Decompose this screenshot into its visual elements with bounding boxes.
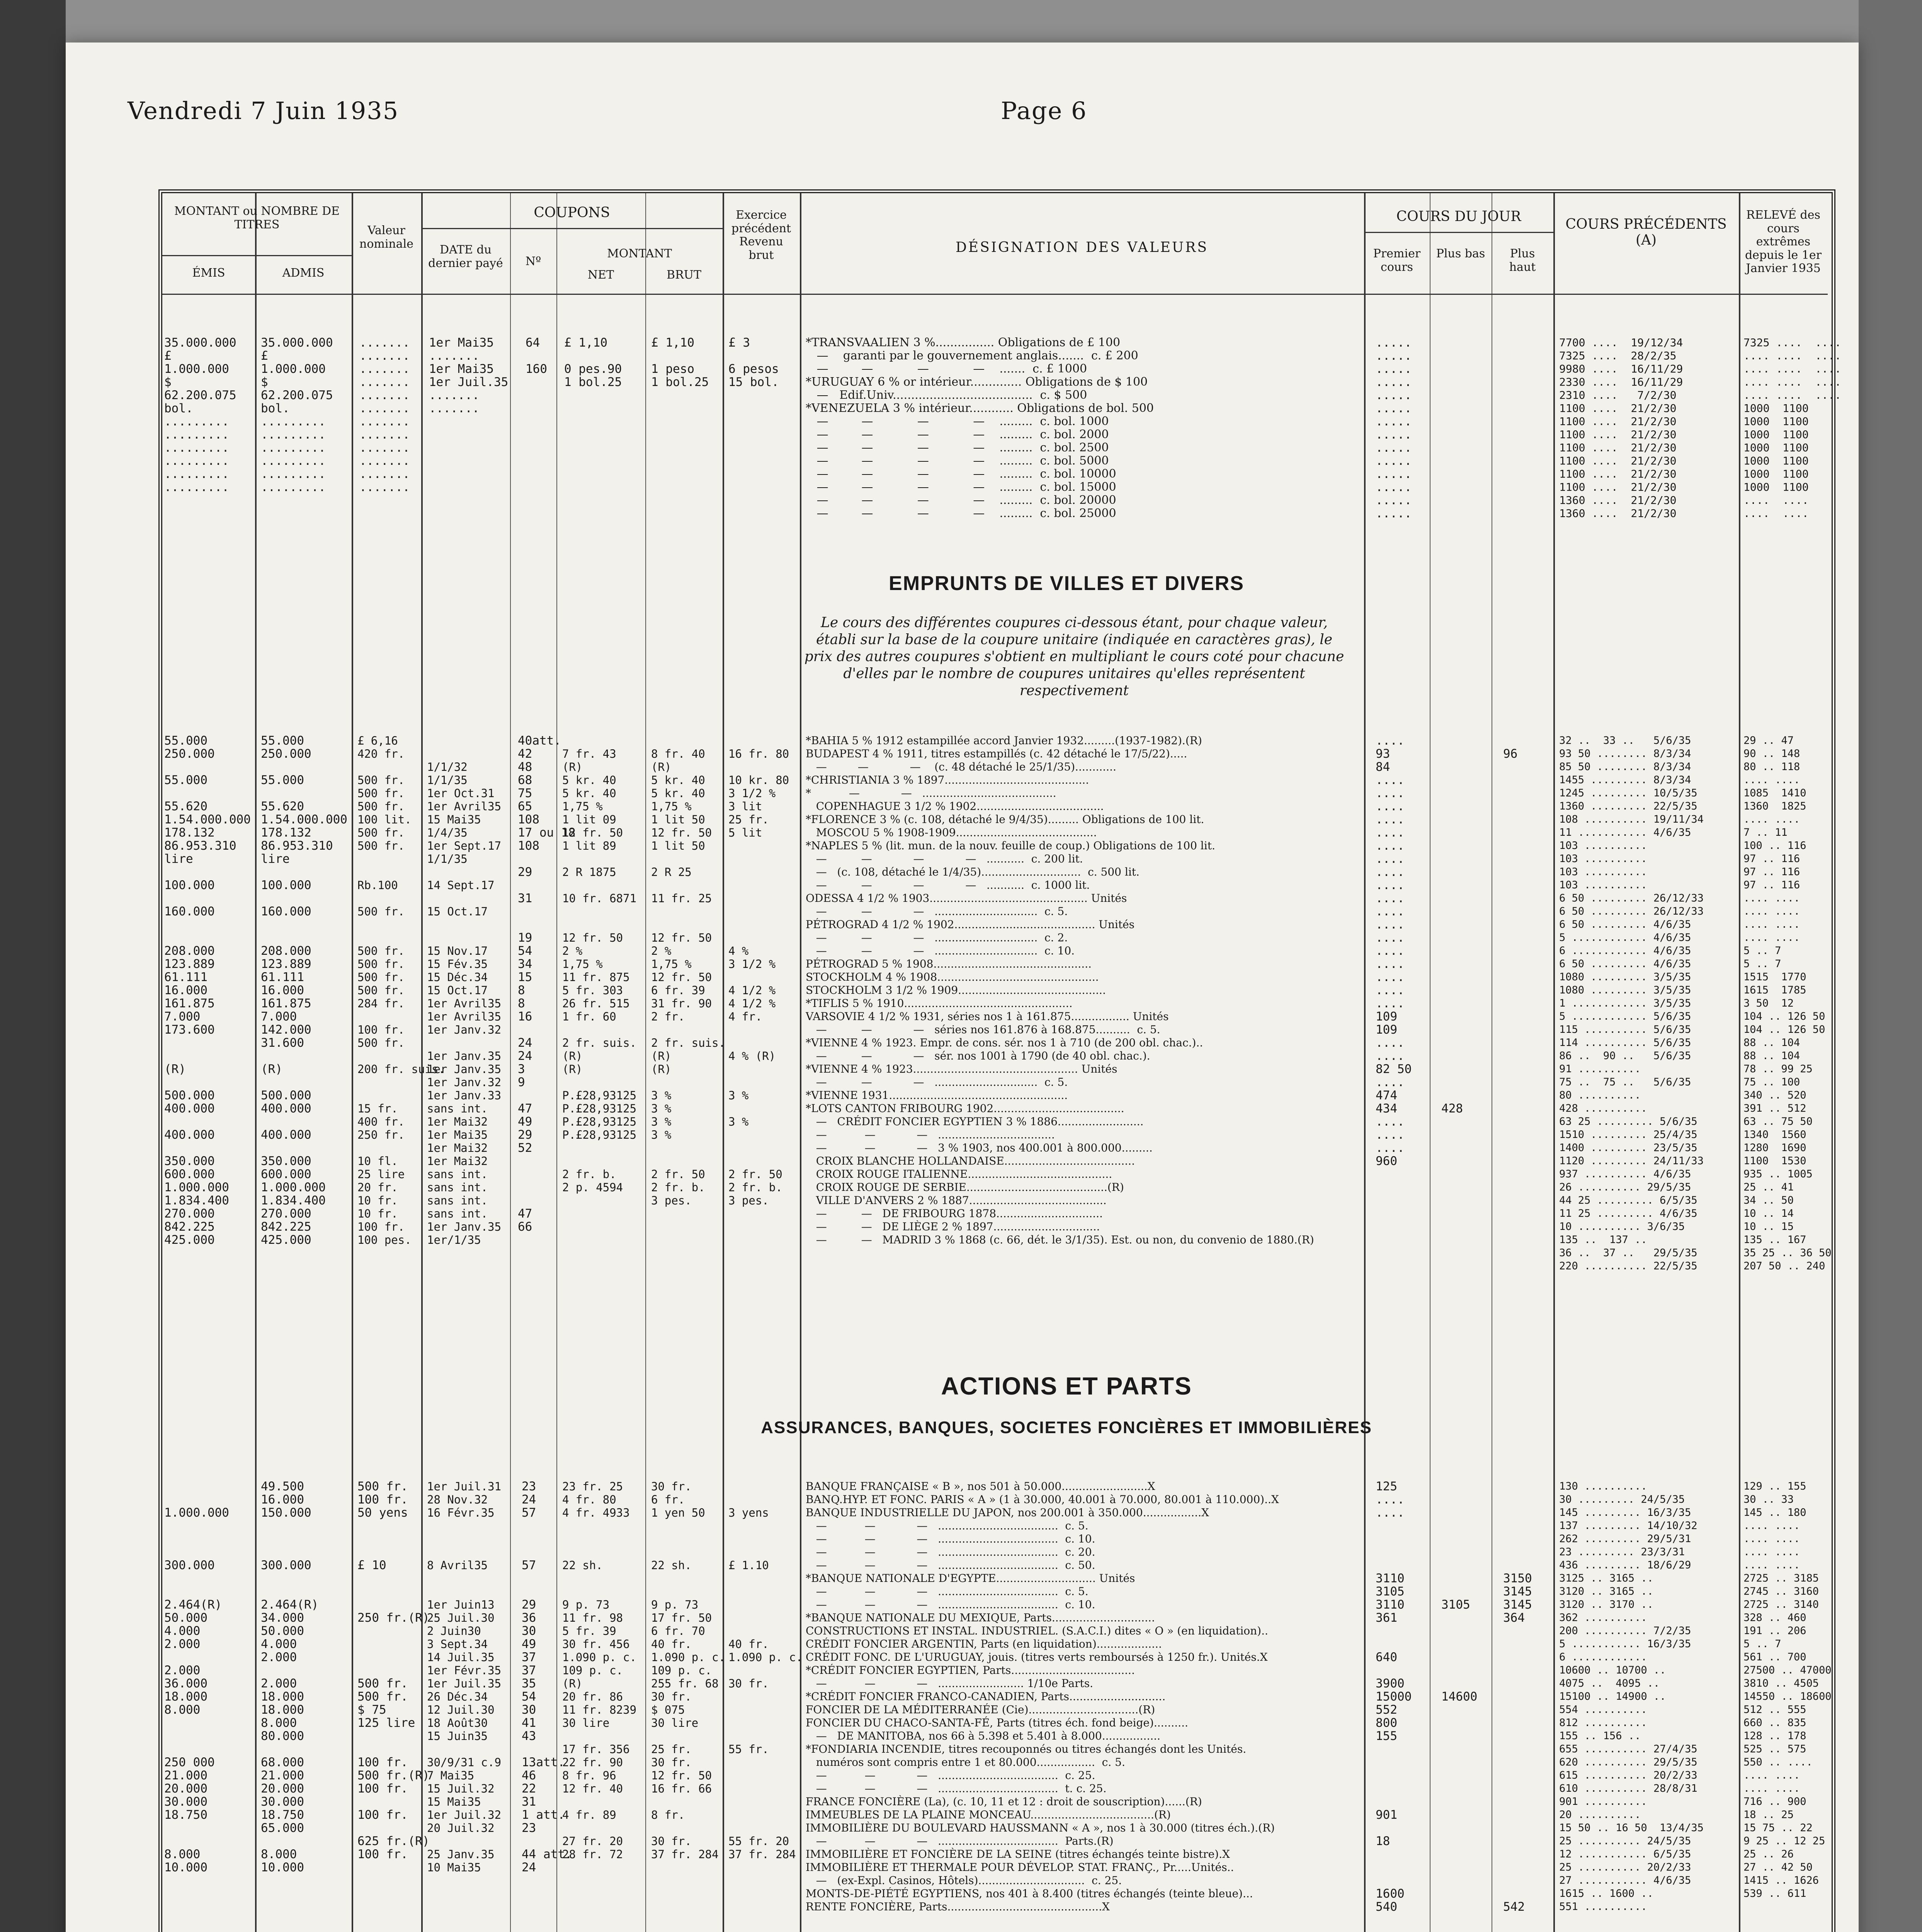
section-emprunts-note: Le cours des différentes coupures ci-dessous étant, pour chaque valeur, établi sur la base de la coupure unitaire (indiquée en caractères gras), le prix des autres coupures s'obtient en multipliant le cours coté pour chacune d'elles par le nombre de coupures unitaires qu'elles représentent respectivement [804, 615, 1344, 699]
section-assurances-title: ASSURANCES, BANQUES, SOCIETES FONCIÈRES ET IMMOBILIÈRES [761, 1418, 1372, 1437]
b2-exercice: 16 fr. 80 10 kr. 80 3 1/2 % 3 lit 25 fr. 5 lit 4 % 3 1/2 % 4 1/2 % 4 1/2 % 4 fr. 4 % (R) 3 % 3 % 2 fr. 50 2 fr. b. 3 pes. [728, 747, 789, 1207]
rule-date-no [510, 193, 511, 1932]
b2-admis: 55.000 250.000 55.000 55.620 1.54.000.000 178.132 86.953.310 lire 100.000 160.000 208.000 123.889 61.111 16.000 161.875 7.000 142.000 31.600 (R) 500.000 400.000 400.000 350.000 600.000 1.000.000 1.834.400 270.000 842.225 425.000 [261, 734, 347, 1247]
hdr-valeur: Valeur nominale [359, 224, 413, 251]
hdr-net: NET [587, 268, 614, 282]
b1-net: £ 1,10 0 pes.90 1 bol.25 [564, 336, 622, 389]
hdr-montant-coupon: MONTANT [607, 247, 672, 260]
b3-releve: 129 .. 155 30 .. 33 145 .. 180 .... .... .... .... .... .... .... .... 2725 .. 3185 2745 .. 3160 2725 .. 3140 328 .. 460 191 .. 206 5 .. 7 561 .. 700 27500 .. 47000 3810 .. 4505 14550 .. 18600 512 .. 555 660 .. 835 128 .. 178 525 .. 575 550 .. .... .... .... .... .... 716 .. 900 18 .. 25 15 75 .. 22 9 25 .. 12 25 25 .. 26 27 .. 42 50 1415 .. 1626 539 .. 611 [1743, 1480, 1832, 1900]
b2-plus-haut: 96 [1503, 747, 1518, 761]
b2-emis: 55.000 250.000 55.000 55.620 1.54.000.000 178.132 86.953.310 lire 100.000 160.000 208.000 123.889 61.111 16.000 161.875 7.000 173.600 (R) 500.000 400.000 400.000 350.000 600.000 1.000.000 1.834.400 270.000 842.225 425.000 [164, 734, 251, 1247]
rule-net-brut [645, 193, 646, 1932]
b1-emis: 35.000.000 £ 1.000.000 $ 62.200.075 bol. ......... ......... ......... ......... ......... ......... [164, 336, 236, 494]
b3-valeur: 500 fr. 100 fr. 50 yens £ 10 250 fr.(R) 500 fr. 500 fr. $ 75 125 lire 100 fr. 500 fr.(R) 100 fr. 100 fr. 625 fr.(R) 100 fr. [357, 1480, 430, 1861]
hdr-designation: DÉSIGNATION DES VALEURS [955, 240, 1209, 255]
b2-plus-bas: 428 [1441, 1102, 1463, 1116]
b2-no: 40att. 42 48 68 75 65 108 17 ou 18 108 29 31 19 54 34 15 8 8 16 24 24 3 9 47 49 29 52 47 66 [518, 734, 576, 1234]
b2-precedents: 32 .. 33 .. 5/6/35 93 50 ........ 8/3/34 85 50 ........ 8/3/34 1455 ......... 8/3/34 1245 ......... 10/5/35 1360 ......... 22/5/35 108 .......... 19/11/34 11 ........... 4/6/35 103 .......... 103 .......... 103 .......... 103 .......... 6 50 ......... 26/12/33 6 50 ......... 26/12/33 6 50 ......... 4/6/35 5 ............ 4/6/35 6 ............ 4/6/35 6 50 ......... 4/6/35 1080 ......... 3/5/35 1080 ......... 3/5/35 1 ............ 3/5/35 5 ............ 5/6/35 115 .......... 5/6/35 114 .......... 5/6/35 86 .. 90 .. 5/6/35 91 .......... 75 .. 75 .. 5/6/35 80 .......... 428 .......... 63 25 ......... 5/6/35 1510 ......... 25/4/35 1400 ......... 23/5/35 1120 ......... 24/11/33 937 .......... 4/6/35 26 .......... 29/5/35 44 25 ......... 6/5/35 11 25 ......... 4/6/35 10 .......... 3/6/35 135 .. 137 .. 36 .. 37 .. 29/5/35 220 .......... 22/5/35 [1559, 735, 1704, 1272]
b3-date: 1er Juil.31 28 Nov.32 16 Févr.35 8 Avril35 1er Juin13 25 Juil.30 2 Juin30 3 Sept.34 14 Juil.35 1er Févr.35 1er Juil.35 26 Déc.34 12 Juil.30 18 Août30 15 Juin35 30/9/31 c.9 7 Mai35 15 Juil.32 15 Mai35 1er Juil.32 20 Juil.32 25 Janv.35 10 Mai35 [427, 1480, 502, 1874]
header-bottom-rule [162, 294, 1828, 295]
b2-releve: 29 .. 47 90 .. 148 80 .. 118 .... .... 1085 1410 1360 1825 .... .... 7 .. 11 100 .. 116 97 .. 116 97 .. 116 97 .. 116 .... .... .... .... .... .... .... .... 5 .. 7 5 .. 7 1515 1770 1615 1785 3 50 12 104 .. 126 50 104 .. 126 50 88 .. 104 88 .. 104 78 .. 99 25 75 .. 100 340 .. 520 391 .. 512 63 .. 75 50 1340 1560 1280 1690 1100 1530 935 .. 1005 25 .. 41 34 .. 50 10 .. 14 10 .. 15 135 .. 167 35 25 .. 36 50 207 50 .. 240 [1743, 735, 1832, 1272]
b1-exercice: £ 3 6 pesos 15 bol. [728, 336, 779, 389]
b3-admis: 49.500 16.000 150.000 300.000 2.464(R) 34.000 50.000 4.000 2.000 2.000 18.000 18.000 8.000 80.000 68.000 21.000 20.000 30.000 18.750 65.000 8.000 10.000 [261, 1480, 319, 1874]
rule-precedents-releve [1739, 193, 1740, 1932]
b3-exercice: 3 yens £ 1.10 40 fr. 1.090 p. c. 30 fr. 55 fr. 55 fr. 20 37 fr. 284 [728, 1506, 803, 1861]
rule-admis-valeur [352, 193, 353, 1932]
scan-edge [1859, 0, 1922, 1932]
b1-brut: £ 1,10 1 peso 1 bol.25 [651, 336, 709, 389]
hdr-cours-du-jour: COURS DU JOUR [1396, 209, 1521, 224]
b3-premier: 125 .... .... 3110 3105 3110 361 640 3900 15000 552 800 155 901 18 1600 540 [1376, 1480, 1412, 1914]
hdr-premier: Premier cours [1373, 247, 1421, 274]
b3-brut: 30 fr. 6 fr. 1 yen 50 22 sh. 9 p. 73 17 fr. 50 6 fr. 70 40 fr. 1.090 p. c. 109 p. c. 255 fr. 68 30 fr. $ 075 30 lire 25 fr. 30 fr. 12 fr. 50 16 fr. 66 8 fr. 30 fr. 37 fr. 284 [651, 1480, 726, 1861]
hdr-coupons: COUPONS [534, 205, 610, 221]
b1-premier: ..... ..... ..... ..... ..... ..... ..... ..... ..... ..... ..... ..... ..... ..... [1376, 336, 1412, 520]
b1-admis: 35.000.000 £ 1.000.000 $ 62.200.075 bol. ......... ......... ......... ......... ......... ......... [261, 336, 333, 494]
b2-valeur: £ 6,16 420 fr. 500 fr. 500 fr. 500 fr. 100 lit. 500 fr. 500 fr. Rb.100 500 fr. 500 fr. 500 fr. 500 fr. 500 fr. 284 fr. 100 fr. 500 fr. 200 fr. suis. 15 fr. 400 fr. 250 fr. 10 fl. 25 lire 20 fr. 10 fr. 10 fr. 100 fr. 100 pes. [357, 734, 445, 1247]
hdr-numero: Nº [525, 255, 541, 268]
b1-releve: 7325 .... .... .... .... .... .... .... .... .... .... .... .... .... .... 1000 1100 1000 1100 1000 1100 1000 1100 1000 1100 1000 1100 1000 1100 .... .... .... .... [1743, 336, 1841, 520]
section-emprunts-title: EMPRUNTS DE VILLES ET DIVERS [889, 572, 1244, 595]
hdr-cours-precedents: COURS PRÉCÉDENTS (A) [1565, 216, 1727, 248]
hdr-plus-haut: Plus haut [1509, 247, 1536, 274]
b3-designation: BANQUE FRANÇAISE « B », nos 501 à 50.000.........................X BANQ.HYP. ET FONC. PARIS « A » (1 à 30.000, 40.001 à 70.000, 80.001 à 110.000)..X BANQUE INDUSTRIELLE DU JAPON, nos 200.001 à 350.000.................X — — — ................................... c. 5. — — — ................................... c. 10. — — — ................................... c. 20. — — — ................................... c. 50. *BANQUE NATIONALE D'EGYPTE............................. Unités — — — ................................... c. 5. — — — ................................... c. 10. *BANQUE NATIONALE DU MEXIQUE, Parts.............................. CONSTRUCTIONS ET INSTAL. INDUSTRIEL. (S.A.C.I.) dites « O » (en liquidation).. CRÉDIT FONCIER ARGENTIN, Parts (en liquidation)................... CRÉDIT FONC. DE L'URUGUAY, jouis. (titres verts remboursés à 1250 fr.). Unités.X *CRÉDIT FONCIER EGYPTIEN, Parts.................................... — — — ......................... 1/10e Parts. *CRÉDIT FONCIER FRANCO-CANADIEN, Parts............................ FONCIER DE LA MÉDITERRANÉE (Cie)................................(R) FONCIER DU CHACO-SANTA-FÉ, Parts (titres éch. fond beige).......... — DE MANITOBA, nos 66 à 5.398 et 5.401 à 8.000................. *FONDIARIA INCENDIE, titres recouponnés ou titres échangés dont les Unités. numéros sont compris entre 1 et 80.000................. c. 5. — — — ................................... c. 25. — — — ................................... t. c. 25. FRANCE FONCIÈRE (La), (c. 10, 11 et 12 : droit de souscription)......(R) IMMEUBLES DE LA PLAINE MONCEAU....................................(R) IMMOBILIÈRE DU BOULEVARD HAUSSMANN « A », nos 1 à 30.000 (titres éch.).(R) — — — ................................... Parts.(R) IMMOBILIÈRE ET FONCIÈRE DE LA SEINE (titres échangés teinte bistre).X IMMOBILIÈRE ET THERMALE POUR DÉVELOP. STAT. FRANÇ., Pr.....Unités.. — (ex-Expl. Casinos, Hôtels)............................... c. 25. MONTS-DE-PIÉTÉ EGYPTIENS, nos 401 à 8.400 (titres échangés (teinte bleue)... RENTE FONCIÈRE, Parts.............................................X [806, 1480, 1279, 1913]
hdr-date-dernier: DATE du dernier payé [428, 243, 503, 270]
page-number: Page 6 [1001, 97, 1087, 125]
hdr-rule-coupons [422, 228, 723, 229]
b1-valeur: ....... ....... ....... ....... ....... ....... ....... ....... ....... ....... ....... ....... [359, 336, 410, 494]
b2-date: 1/1/32 1/1/35 1er Oct.31 1er Avril35 15 Mai35 1/4/35 1er Sept.17 1/1/35 14 Sept.17 15 Oct.17 15 Nov.17 15 Fév.35 15 Déc.34 15 Oct.17 1er Avril35 1er Avril35 1er Janv.32 1er Janv.35 1er Janv.35 1er Janv.32 1er Janv.33 sans int. 1er Mai32 1er Mai35 1er Mai32 1er Mai32 sans int. sans int. sans int. sans int. 1er Janv.35 1er/1/35 [427, 760, 502, 1247]
b2-brut: 8 fr. 40 (R) 5 kr. 40 5 kr. 40 1,75 % 1 lit 50 12 fr. 50 1 lit 50 2 R 25 11 fr. 25 12 fr. 50 2 % 1,75 % 12 fr. 50 6 fr. 39 31 fr. 90 2 fr. 2 fr. suis. (R) (R) 3 % 3 % 3 % 3 % 2 fr. 50 2 fr. b. 3 pes. [651, 747, 726, 1207]
b2-designation: *BAHIA 5 % 1912 estampillée accord Janvier 1932.........(1937-1982).(R) BUDAPEST 4 % 1911, titres estampillés (c. 42 détaché le 17/5/22)..... — — — (c. 48 détaché le 25/1/35)............ *CHRISTIANIA 3 % 1897.......................................... * — — ....................................... COPENHAGUE 3 1/2 % 1902..................................... *FLORENCE 3 % (c. 108, détaché le 9/4/35)......... Obligations de 100 lit. MOSCOU 5 % 1908-1909......................................... *NAPLES 5 % (lit. mun. de la nouv. feuille de coup.) Obligations de 100 lit. — — — — ........... c. 200 lit. — (c. 108, détaché le 1/4/35)............................. c. 500 lit. — — — — ........... c. 1000 lit. ODESSA 4 1/2 % 1903.............................................. Unités — — — .............................. c. 5. PÉTROGRAD 4 1/2 % 1902......................................... Unités — — — .............................. c. 2. — — — .............................. c. 10. PÉTROGRAD 5 % 1908.............................................. STOCKHOLM 4 % 1908............................................... STOCKHOLM 3 1/2 % 1909........................................... *TIFLIS 5 % 1910................................................. VARSOVIE 4 1/2 % 1931, séries nos 1 à 161.875................. Unités — — — séries nos 161.876 à 168.875.......... c. 5. *VIENNE 4 % 1923. Empr. de cons. sér. nos 1 à 710 (de 200 obl. chac.).. — — — sér. nos 1001 à 1790 (de 40 obl. chac.). *VIENNE 4 % 1923................................................ Unités — — — .............................. c. 5. *VIENNE 1931.................................................... *LOTS CANTON FRIBOURG 1902...................................... — CRÉDIT FONCIER EGYPTIEN 3 % 1886......................... — — — .................................. — — — 3 % 1903, nos 400.001 à 800.000......... CROIX BLANCHE HOLLANDAISE...................................... CROIX ROUGE ITALIENNE.......................................... CROIX ROUGE DE SERBIE.........................................(R) VILLE D'ANVERS 2 % 1887........................................ — — DE FRIBOURG 1878............................... — — DE LIÈGE 2 % 1897............................... — — MADRID 3 % 1868 (c. 66, dét. le 3/1/35). Est. ou non, du convenio de 1880.(R) [806, 734, 1314, 1246]
b1-no: 64 160 [526, 336, 547, 376]
b3-net: 23 fr. 25 4 fr. 80 4 fr. 4933 22 sh. 9 p. 73 11 fr. 98 5 fr. 39 30 fr. 456 1.090 p. c. 109 p. c. (R) 20 fr. 86 11 fr. 8239 30 lire 17 fr. 356 22 fr. 90 8 fr. 96 12 fr. 40 4 fr. 89 27 fr. 20 28 fr. 72 [562, 1480, 637, 1861]
b1-date: 1er Mai35 ....... 1er Mai35 1er Juil.35 ....... ....... [429, 336, 509, 415]
page-date: Vendredi 7 Juin 1935 [128, 97, 399, 125]
rule-haut-precedents [1553, 193, 1555, 1932]
b1-designation: *TRANSVAALIEN 3 %................ Obligations de £ 100 — garanti par le gouvernement anglais....... c. £ 200 — — — — ....... c. £ 1000 *URUGUAY 6 % or intérieur.............. Obligations de $ 100 — Edif.Univ...................................... c. $ 500 *VENEZUELA 3 % intérieur............ Obligations de bol. 500 — — — — ......... c. bol. 1000 — — — — ......... c. bol. 2000 — — — — ......... c. bol. 2500 — — — — ......... c. bol. 5000 — — — — ......... c. bol. 10000 — — — — ......... c. bol. 15000 — — — — ......... c. bol. 20000 — — — — ......... c. bol. 25000 [806, 336, 1154, 520]
b3-precedents: 130 .......... 30 ......... 24/5/35 145 ......... 16/3/35 137 ......... 14/10/32 262 ......... 29/5/31 23 ......... 23/3/31 436 ......... 18/6/29 3125 .. 3165 .. 3120 .. 3165 .. 3120 .. 3170 .. 362 .......... 200 .......... 7/2/35 5 ........... 16/3/35 6 ............ 10600 .. 10700 .. 4075 .. 4095 .. 15100 .. 14900 .. 554 .......... 812 .......... 155 .. 156 .. 655 .......... 27/4/35 620 .......... 29/5/35 615 .......... 20/2/33 610 .......... 28/8/31 901 .......... 20 .......... 15 50 .. 16 50 13/4/35 25 .......... 24/5/35 12 ........... 6/5/35 25 .......... 20/2/33 27 ........... 4/6/35 1615 .. 1600 .. 551 .......... [1559, 1480, 1704, 1913]
hdr-admis: ADMIS [282, 266, 325, 280]
b2-premier: .... 93 84 .... .... .... .... .... .... .... .... .... .... .... .... .... .... .... .... .... .... 109 109 .... .... 82 50 .... 474 434 .... .... .... 960 [1376, 734, 1412, 1168]
hdr-rule-cours [1365, 232, 1553, 233]
hdr-releve: RELEVÉ des cours extrêmes depuis le 1er Janvier 1935 [1745, 208, 1822, 275]
b3-emis: 1.000.000 300.000 2.464(R) 50.000 4.000 2.000 2.000 36.000 18.000 8.000 250 000 21.000 20.000 30.000 18.750 8.000 10.000 [164, 1506, 229, 1874]
b2-net: 7 fr. 43 (R) 5 kr. 40 5 kr. 40 1,75 % 1 lit 09 12 fr. 50 1 lit 89 2 R 1875 10 fr. 6871 12 fr. 50 2 % 1,75 % 11 fr. 875 5 fr. 303 26 fr. 515 1 fr. 60 2 fr. suis. (R) (R) P.£28,93125 P.£28,93125 P.£28,93125 P.£28,93125 2 fr. b. 2 p. 4594 [562, 747, 637, 1194]
rule-desc-premier [1364, 193, 1366, 1932]
scan-binding-shadow [0, 0, 66, 1932]
b3-plus-haut: 3150 3145 3145 364 542 [1503, 1571, 1532, 1914]
hdr-rule-montant [162, 255, 352, 256]
hdr-plus-bas: Plus bas [1436, 247, 1485, 260]
hdr-emis: ÉMIS [192, 266, 225, 280]
hdr-montant: MONTANT ou NOMBRE DE TITRES [174, 204, 340, 231]
section-actions-title: ACTIONS ET PARTS [941, 1372, 1192, 1400]
rule-emis-admis [255, 193, 257, 1932]
hdr-brut: BRUT [667, 268, 701, 282]
b1-precedents: 7700 .... 19/12/34 7325 .... 28/2/35 9980 .... 16/11/29 2330 .... 16/11/29 2310 .... 7/2/30 1100 .... 21/2/30 1100 .... 21/2/30 1100 .... 21/2/30 1100 .... 21/2/30 1100 .... 21/2/30 1100 .... 21/2/30 1100 .... 21/2/30 1360 .... 21/2/30 1360 .... 21/2/30 [1559, 336, 1683, 520]
hdr-exercice: Exercice précédent Revenu brut [731, 208, 791, 262]
b3-no: 23 24 57 57 29 36 30 49 37 37 35 54 30 41 43 13att. 46 22 31 1 att. 23 44 att. 24 [522, 1480, 572, 1874]
b3-plus-bas: 3105 14600 [1441, 1598, 1478, 1704]
